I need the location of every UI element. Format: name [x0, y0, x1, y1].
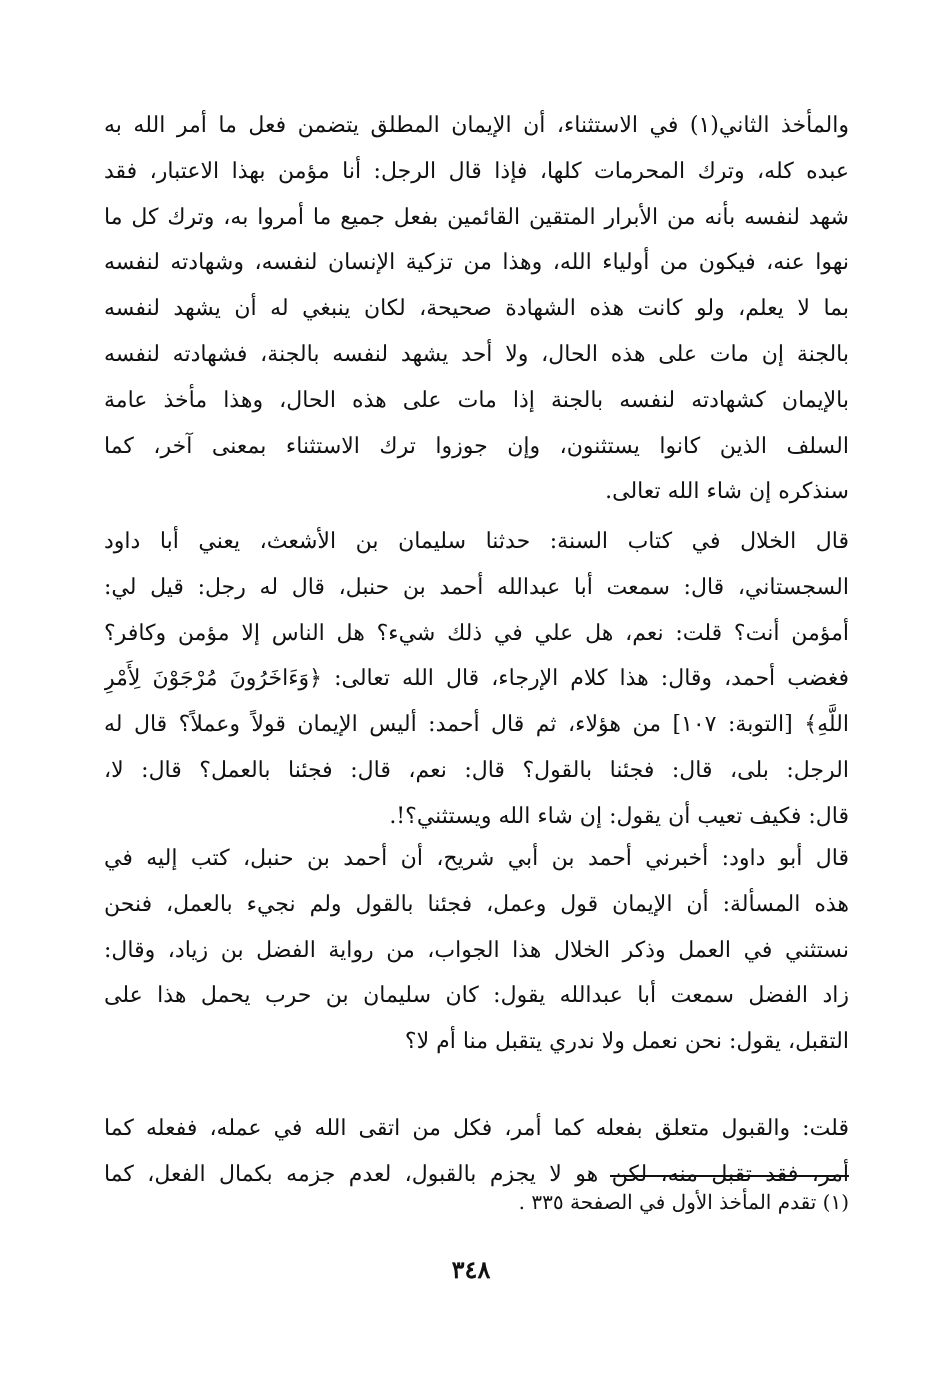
text-line: بالجنة إن مات على هذه الحال، ولا أحد يشهد لنفسه بالجنة، فشهادته لنفسه [104, 341, 849, 367]
text-line: قال أبو داود: أخبرني أحمد بن أبي شريح، أن أحمد بن حنبل، كتب إليه في [104, 846, 849, 871]
text-line: أمر، فقد تقبل منه، لكن هو لا يجزم بالقبول، لعدم جزمه بكمال الفعل، كما [104, 1161, 849, 1187]
text-line: قال: فكيف تعيب أن يقول: إن شاء الله ويستثني؟!. [389, 803, 849, 829]
text-line: السلف الذين كانوا يستثنون، وإن جوزوا ترك الاستثناء بمعنى آخر، كما [104, 433, 849, 459]
text-line: بما لا يعلم، ولو كانت هذه الشهادة صحيحة، لكان ينبغي له أن يشهد لنفسه [104, 296, 849, 322]
text-line: اللَّهِ﴾ [التوبة: ١٠٧] من هؤلاء، ثم قال أحمد: أليس الإيمان قولاً وعملاً؟ قال له [104, 712, 849, 738]
text-line: زاد الفضل سمعت أبا عبدالله يقول: كان سليمان بن حرب يحمل هذا على [104, 983, 849, 1009]
text-line: بالإيمان كشهادته لنفسه بالجنة إذا مات على هذه الحال، وهذا مأخذ عامة [104, 387, 849, 413]
text-line: التقبل، يقول: نحن نعمل ولا ندري يتقبل منا أم لا؟ [404, 1029, 849, 1055]
text-line: الرجل: بلى، قال: فجئنا بالقول؟ قال: نعم، قال: فجئنا بالعمل؟ قال: لا، [104, 757, 849, 783]
text-line: أمؤمن أنت؟ قلت: نعم، هل علي في ذلك شيء؟ هل الناس إلا مؤمن وكافر؟ [104, 620, 849, 646]
text-line: قلت: والقبول متعلق بفعله كما أمر، فكل من اتقى الله في عمله، ففعله كما [104, 1116, 849, 1141]
text-line: نهوا عنه، فيكون من أولياء الله، وهذا من تزكية الإنسان لنفسه، وشهادته لنفسه [104, 250, 849, 276]
text-line: هذه المسألة: أن الإيمان قول وعمل، فجئنا بالقول ولم نجيء بالعمل، فنحن [104, 891, 849, 917]
paragraph-khallal-narration [104, 519, 849, 840]
text-line: سنذكره إن شاء الله تعالى. [605, 479, 849, 505]
footnote: (١) تقدم المأخذ الأول في الصفحة ٣٣٥ . [518, 1190, 849, 1214]
text-line: والمأخذ الثاني(١) في الاستثناء، أن الإيمان المطلق يتضمن فعل ما أمر الله به [104, 113, 849, 138]
text-line: عبده كله، وترك المحرمات كلها، فإذا قال الرجل: أنا مؤمن بهذا الاعتبار، فقد [104, 158, 849, 184]
text-line: السجستاني، قال: سمعت أبا عبدالله أحمد بن حنبل، قال له رجل: قيل لي: [104, 574, 849, 600]
paragraph-second-reason [104, 103, 849, 515]
page-number: ٣٤٨ [451, 1255, 491, 1284]
text-line: نستثني في العمل وذكر الخلال هذا الجواب، من رواية الفضل بن زياد، وقال: [104, 937, 849, 963]
paragraph-abu-dawud [104, 836, 849, 1065]
text-line: قال الخلال في كتاب السنة: حدثنا سليمان بن الأشعث، يعني أبا داود [104, 529, 849, 554]
text-line: شهد لنفسه بأنه من الأبرار المتقين القائمين بفعل جميع ما أمروا به، وترك كل ما [104, 204, 849, 230]
text-line: فغضب أحمد، وقال: هذا كلام الإرجاء، قال الله تعالى: ﴿وَءَاخَرُونَ مُرْجَوْنَ لِأَمْرِ [104, 666, 849, 692]
footnote-divider [610, 1175, 849, 1177]
